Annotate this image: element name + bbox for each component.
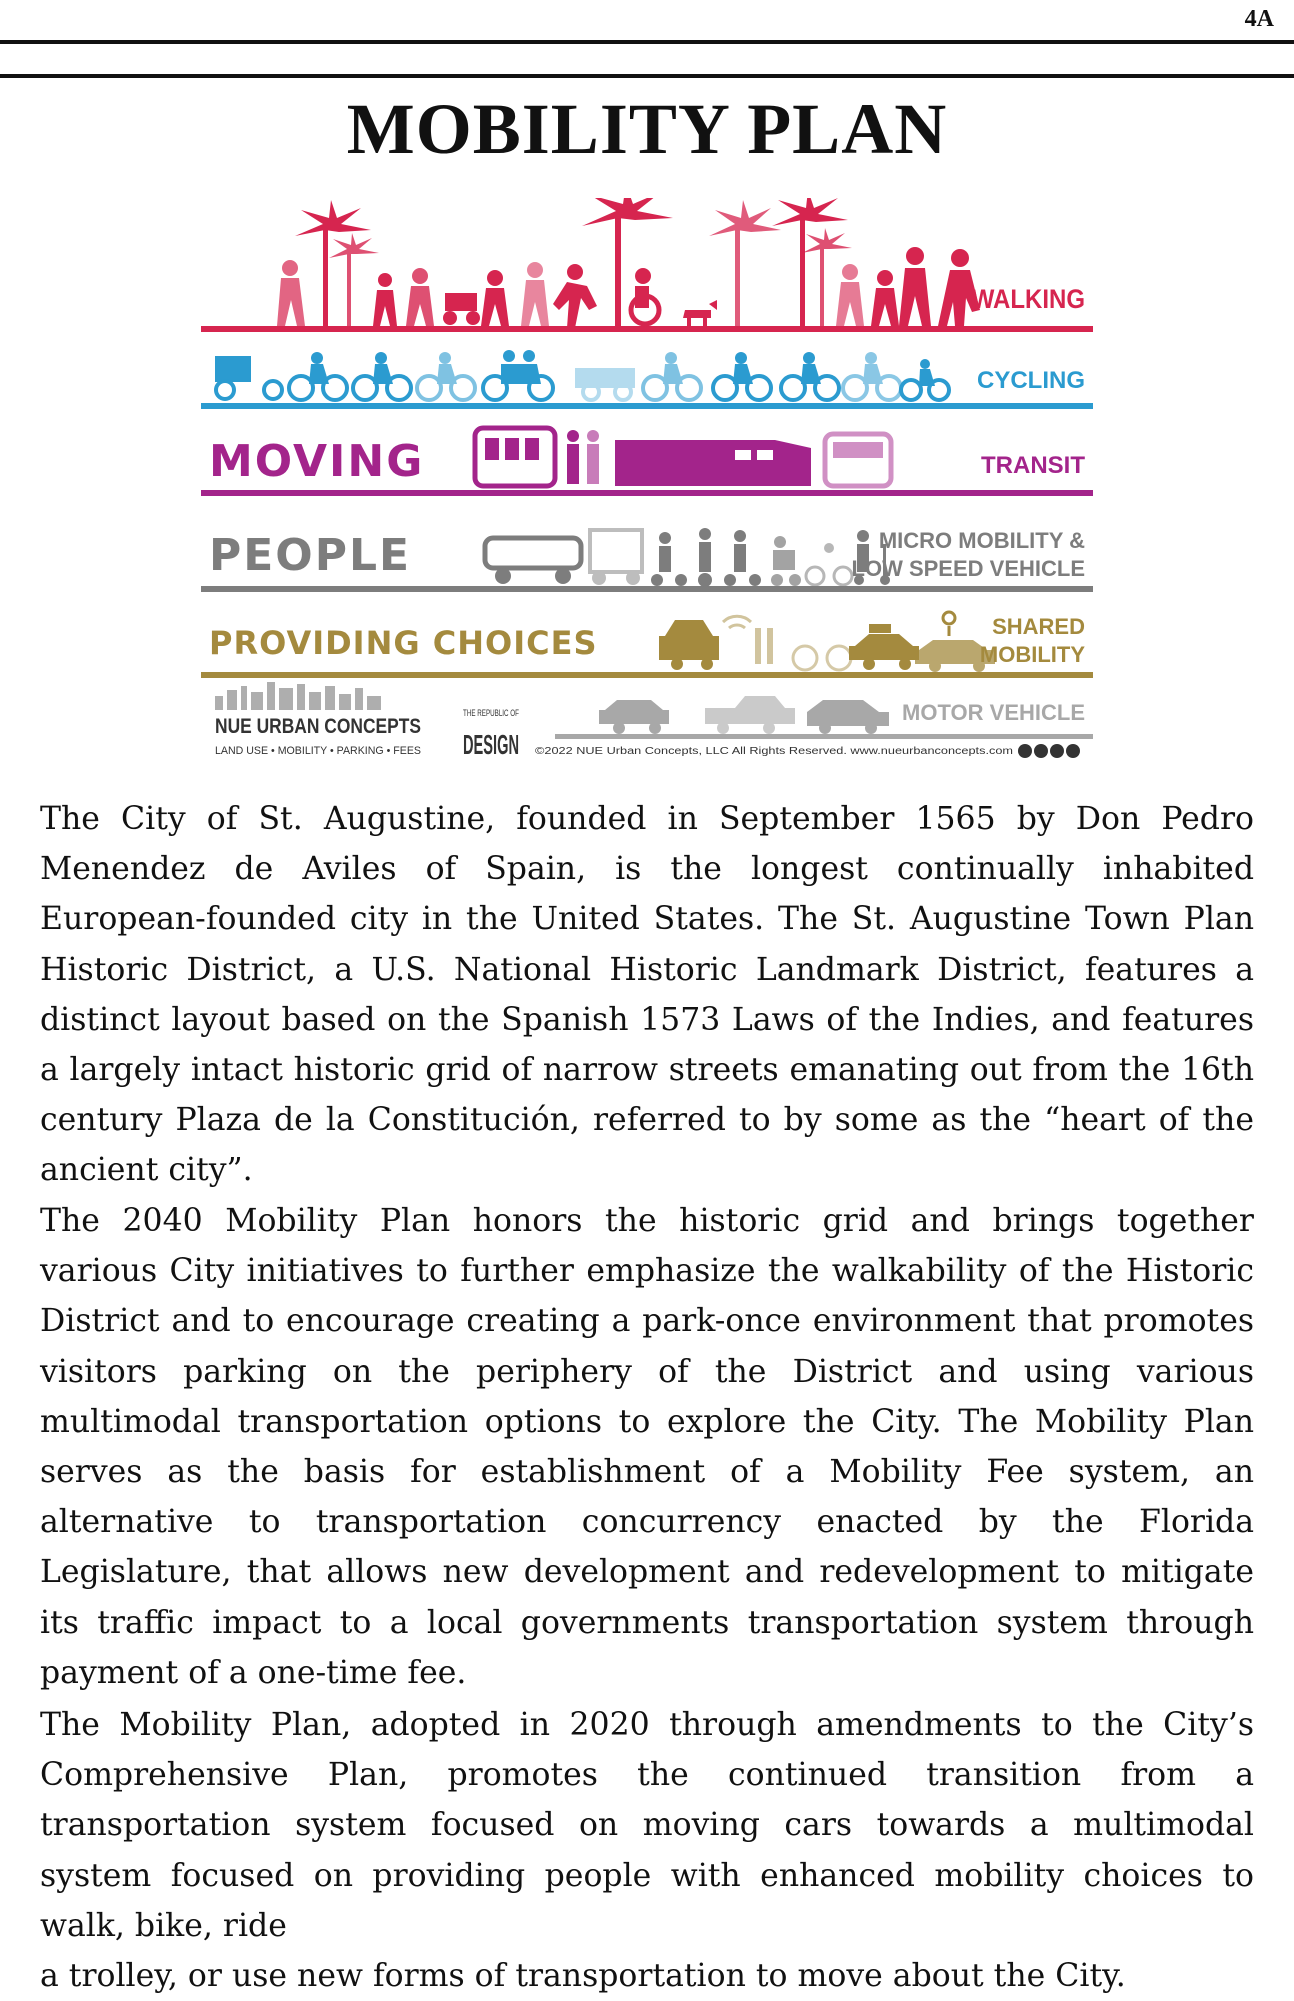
cycling-label: CYCLING <box>977 367 1085 394</box>
scooter-dock-icon <box>755 628 773 664</box>
pedestrian-icon <box>871 270 899 326</box>
paragraph-adoption <box>40 1700 1254 2001</box>
scooter-rider-icon <box>651 532 687 586</box>
shared-mobility-label-line1: SHARED <box>992 614 1085 639</box>
micro-mobility-illustration <box>485 528 890 587</box>
walking-label: WALKING <box>971 284 1085 315</box>
bicycle-icon <box>643 352 701 400</box>
golf-cart-icon <box>590 530 642 585</box>
providing-choices-headline: PROVIDING CHOICES <box>209 624 598 662</box>
paragraph-adoption-part2: a trolley, or use new forms of transportation to move about the City. <box>40 1958 1126 1995</box>
location-pin-icon <box>943 612 955 636</box>
linkedin-icon <box>1066 744 1080 758</box>
car-icon <box>599 700 669 734</box>
bicycle-icon <box>793 646 851 670</box>
micro-mobility-label-line1: MICRO MOBILITY & <box>878 528 1085 553</box>
palm-tree-icon <box>772 198 848 326</box>
dog-icon <box>683 300 717 326</box>
pedestrian-icon <box>373 273 397 326</box>
page-number: 4A <box>1244 6 1274 32</box>
people-headline: PEOPLE <box>209 530 412 581</box>
motor-vehicle-label: MOTOR VEHICLE <box>902 700 1085 725</box>
motor-vehicle-illustration <box>599 696 889 734</box>
logo-tagline: LAND USE • MOBILITY • PARKING • FEES <box>215 745 421 757</box>
bicycle-icon <box>353 352 411 400</box>
mobility-scooter-icon <box>771 536 801 586</box>
sedan-icon <box>807 700 889 734</box>
palm-tree-icon <box>295 200 371 326</box>
paragraph-adoption-part1: The Mobility Plan, adopted in 2020 through amendments to the City’s Comprehensive Plan, promotes the continued transition from a transportation system focused on moving cars towards a multimodal system focused on providing people with enhanced mobility choices to walk, bike, ride <box>40 1707 1254 1944</box>
shared-mobility-lane-line <box>201 672 1093 678</box>
social-icons <box>1018 744 1080 758</box>
copyright-text: ©2022 NUE Urban Concepts, LLC All Rights Reserved. www.nueurbanconcepts.com <box>535 746 1013 757</box>
bicycle-icon <box>781 352 839 400</box>
taxi-icon <box>849 624 919 670</box>
walking-lane-line <box>201 326 1093 332</box>
segway-icon <box>698 528 712 587</box>
palm-tree-icon <box>329 233 379 326</box>
cycling-lane-line <box>201 403 1093 409</box>
car-icon <box>659 620 719 670</box>
pedestrian-icon <box>836 264 864 326</box>
pedestrian-icon <box>899 247 931 326</box>
bicycle-icon <box>901 359 949 400</box>
logo-name: NUE URBAN CONCEPTS <box>215 715 421 738</box>
moving-headline: MOVING <box>209 436 425 487</box>
runner-icon <box>553 264 597 328</box>
transit-lane-line <box>201 490 1093 496</box>
cargo-bike-icon <box>215 356 282 399</box>
paragraph-mobility-plan: The 2040 Mobility Plan honors the historic grid and brings together various City initiatives to further emphasize the walkability of the Historic District and to encourage creating a park-once environment that promotes visitors parking on the periphery of the District and using various multimodal transportation options to explore the City. The Mobility Plan serves as the basis for establishment of a Mobility Fee system, an alternative to transportation concurrency enacted by the Florida Legislature, that allows new development and redevelopment to mitigate its traffic impact to a local governments transportation system through payment of a one-time fee. <box>40 1203 1254 1691</box>
pedestrian-icon <box>277 260 305 326</box>
passenger-icon <box>567 430 599 484</box>
bus-icon <box>825 434 891 486</box>
low-speed-vehicle-icon <box>485 538 581 584</box>
pedestrian-icon <box>406 268 434 326</box>
pedestrian-icon <box>521 262 549 326</box>
wifi-icon <box>723 616 751 628</box>
bicycle-icon <box>417 352 475 400</box>
bicycle-icon <box>289 352 347 400</box>
bike-share-icon <box>575 368 635 400</box>
transit-label: TRANSIT <box>981 452 1085 479</box>
instagram-icon <box>1018 744 1032 758</box>
shared-mobility-illustration <box>659 612 995 672</box>
header-rule-bottom <box>0 74 1294 78</box>
wheelchair-icon <box>631 268 659 324</box>
trolley-icon <box>475 428 555 486</box>
bicycle-icon <box>806 543 852 585</box>
shared-mobility-label-line2: MOBILITY <box>979 642 1085 667</box>
page-title: MOBILITY PLAN <box>346 89 948 169</box>
bicycle-icon <box>843 352 901 400</box>
stroller-icon <box>443 293 480 325</box>
walking-illustration <box>277 198 980 328</box>
bicycle-icon <box>713 352 771 400</box>
cycling-illustration <box>215 350 949 400</box>
scooter-rider-icon <box>724 530 761 586</box>
tandem-bike-icon <box>483 350 553 400</box>
micro-mobility-label-line2: LOW SPEED VEHICLE <box>851 556 1085 581</box>
mobility-graphic <box>195 198 1095 778</box>
twitter-icon <box>1034 744 1048 758</box>
micro-mobility-lane-line <box>201 586 1093 592</box>
city-skyline-icon <box>215 682 381 710</box>
motor-vehicle-lane-line <box>555 734 1093 739</box>
partner-logo: DESIGN <box>463 729 519 760</box>
pedestrian-icon <box>481 270 509 326</box>
pickup-truck-icon <box>705 696 795 734</box>
palm-tree-icon <box>709 200 781 326</box>
paragraph-history: The City of St. Augustine, founded in September 1565 by Don Pedro Menendez de Aviles of Spain, is the longest continually inhabited European-founded city in the United States. The St. Augustine Town Plan Historic District, a U.S. National Historic Landmark District, features a distinct layout based on the Spanish 1573 Laws of the Indies, and features a largely intact historic grid of narrow streets emanating out from the 16th century Plaza de la Constitución, referred to by some as the “heart of the ancient city”. <box>40 801 1254 1189</box>
train-icon <box>615 440 811 486</box>
transit-illustration <box>475 428 891 486</box>
partner-logo-small: THE REPUBLIC OF <box>463 708 520 718</box>
header-rule-top <box>0 40 1294 44</box>
facebook-icon <box>1050 744 1064 758</box>
